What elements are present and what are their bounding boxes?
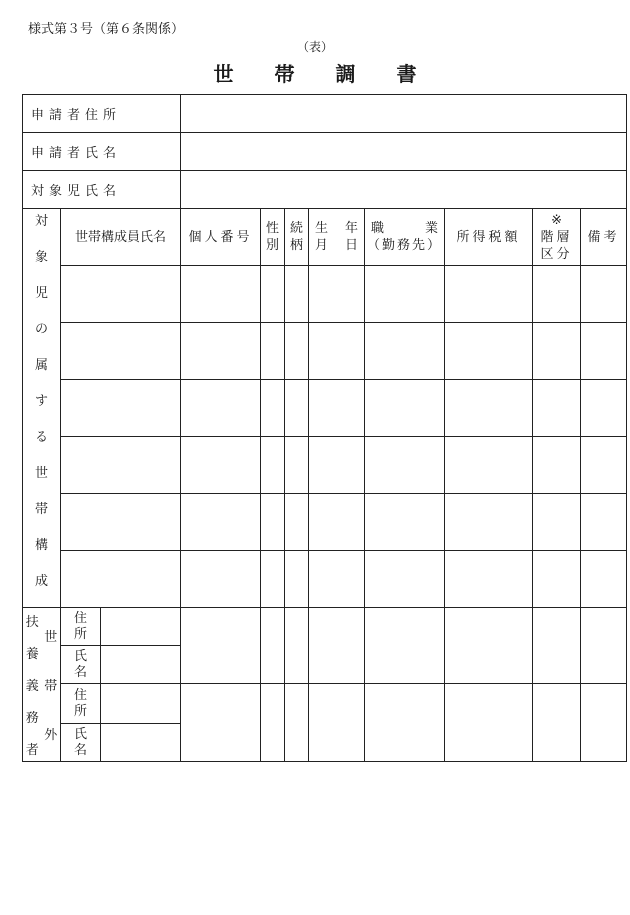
cell-obligor2-income-tax[interactable] [445,684,533,762]
cell-birthdate[interactable] [309,266,365,323]
cell-tier[interactable] [533,380,581,437]
table-row [23,437,627,494]
cell-remarks[interactable] [581,551,627,608]
cell-occupation[interactable] [365,323,445,380]
cell-remarks[interactable] [581,437,627,494]
cell-obligor2-occupation[interactable] [365,684,445,762]
cell-relation[interactable] [285,437,309,494]
cell-obligor1-remarks[interactable] [581,608,627,684]
cell-income-tax[interactable] [445,380,533,437]
cell-occupation[interactable] [365,380,445,437]
cell-gender[interactable] [261,494,285,551]
input-obligor1-name[interactable] [101,646,181,684]
cell-personal-number[interactable] [181,323,261,380]
cell-income-tax[interactable] [445,437,533,494]
cell-obligor1-occupation[interactable] [365,608,445,684]
input-obligor2-name[interactable] [101,724,181,762]
table-row [23,551,627,608]
cell-obligor2-number[interactable] [181,684,261,762]
col-header-occupation: 職 業 （勤務先） [365,209,445,266]
cell-income-tax[interactable] [445,494,533,551]
cell-obligor1-relation[interactable] [285,608,309,684]
cell-personal-number[interactable] [181,380,261,437]
col-header-birthdate: 生 年 月 日 [309,209,365,266]
cell-birthdate[interactable] [309,494,365,551]
cell-obligor1-income-tax[interactable] [445,608,533,684]
input-child-name[interactable] [181,171,627,209]
cell-tier[interactable] [533,437,581,494]
section-label-support-obligor: 扶 養 義 務 者 世 帯 外 [23,608,61,762]
label-obligor1-address: 住 所 [61,608,101,646]
cell-remarks[interactable] [581,494,627,551]
label-obligor2-address: 住 所 [61,684,101,724]
label-applicant-address: 申請者住所 [23,95,181,133]
cell-obligor1-gender[interactable] [261,608,285,684]
cell-remarks[interactable] [581,380,627,437]
cell-relation[interactable] [285,551,309,608]
cell-occupation[interactable] [365,551,445,608]
cell-obligor2-remarks[interactable] [581,684,627,762]
cell-gender[interactable] [261,437,285,494]
table-row [23,266,627,323]
cell-occupation[interactable] [365,266,445,323]
cell-personal-number[interactable] [181,437,261,494]
table-row [23,323,627,380]
side-label: （表） [296,40,333,54]
cell-income-tax[interactable] [445,551,533,608]
cell-member-name[interactable] [61,551,181,608]
cell-obligor2-relation[interactable] [285,684,309,762]
cell-gender[interactable] [261,380,285,437]
cell-income-tax[interactable] [445,323,533,380]
cell-gender[interactable] [261,551,285,608]
section-label-household: 対 象 児 の 属 す る 世 帯 構 成 [23,209,61,608]
cell-obligor2-tier[interactable] [533,684,581,762]
cell-member-name[interactable] [61,266,181,323]
label-obligor1-name: 氏 名 [61,646,101,684]
col-header-relation: 続 柄 [285,209,309,266]
cell-gender[interactable] [261,323,285,380]
cell-member-name[interactable] [61,494,181,551]
cell-relation[interactable] [285,266,309,323]
cell-tier[interactable] [533,551,581,608]
cell-member-name[interactable] [61,437,181,494]
cell-gender[interactable] [261,266,285,323]
input-applicant-address[interactable] [181,95,627,133]
cell-obligor1-tier[interactable] [533,608,581,684]
cell-birthdate[interactable] [309,380,365,437]
table-row [23,380,627,437]
label-child-name: 対象児氏名 [23,171,181,209]
cell-obligor2-birthdate[interactable] [309,684,365,762]
col-header-income-tax: 所得税額 [445,209,533,266]
input-obligor2-address[interactable] [101,684,181,724]
cell-remarks[interactable] [581,323,627,380]
cell-member-name[interactable] [61,323,181,380]
cell-personal-number[interactable] [181,551,261,608]
cell-tier[interactable] [533,323,581,380]
cell-income-tax[interactable] [445,266,533,323]
col-header-tier: ※ 階層 区分 [533,209,581,266]
table-row [23,494,627,551]
cell-remarks[interactable] [581,266,627,323]
cell-birthdate[interactable] [309,437,365,494]
cell-tier[interactable] [533,494,581,551]
label-obligor2-name: 氏 名 [61,724,101,762]
household-form-table [22,94,627,762]
cell-personal-number[interactable] [181,266,261,323]
page-title: 世 帯 調 書 [213,62,417,86]
cell-relation[interactable] [285,494,309,551]
cell-occupation[interactable] [365,494,445,551]
cell-personal-number[interactable] [181,494,261,551]
cell-birthdate[interactable] [309,323,365,380]
cell-occupation[interactable] [365,437,445,494]
col-header-personal-number: 個人番号 [181,209,261,266]
col-header-remarks: 備考 [581,209,627,266]
col-header-gender: 性 別 [261,209,285,266]
cell-obligor2-gender[interactable] [261,684,285,762]
cell-birthdate[interactable] [309,551,365,608]
input-obligor1-address[interactable] [101,608,181,646]
cell-member-name[interactable] [61,380,181,437]
cell-obligor1-number[interactable] [181,608,261,684]
label-applicant-name: 申請者氏名 [23,133,181,171]
cell-relation[interactable] [285,323,309,380]
form-number-label: 様式第３号（第６条関係） [28,22,185,37]
cell-relation[interactable] [285,380,309,437]
input-applicant-name[interactable] [181,133,627,171]
cell-tier[interactable] [533,266,581,323]
cell-obligor1-birthdate[interactable] [309,608,365,684]
col-header-member-name: 世帯構成員氏名 [61,209,181,266]
